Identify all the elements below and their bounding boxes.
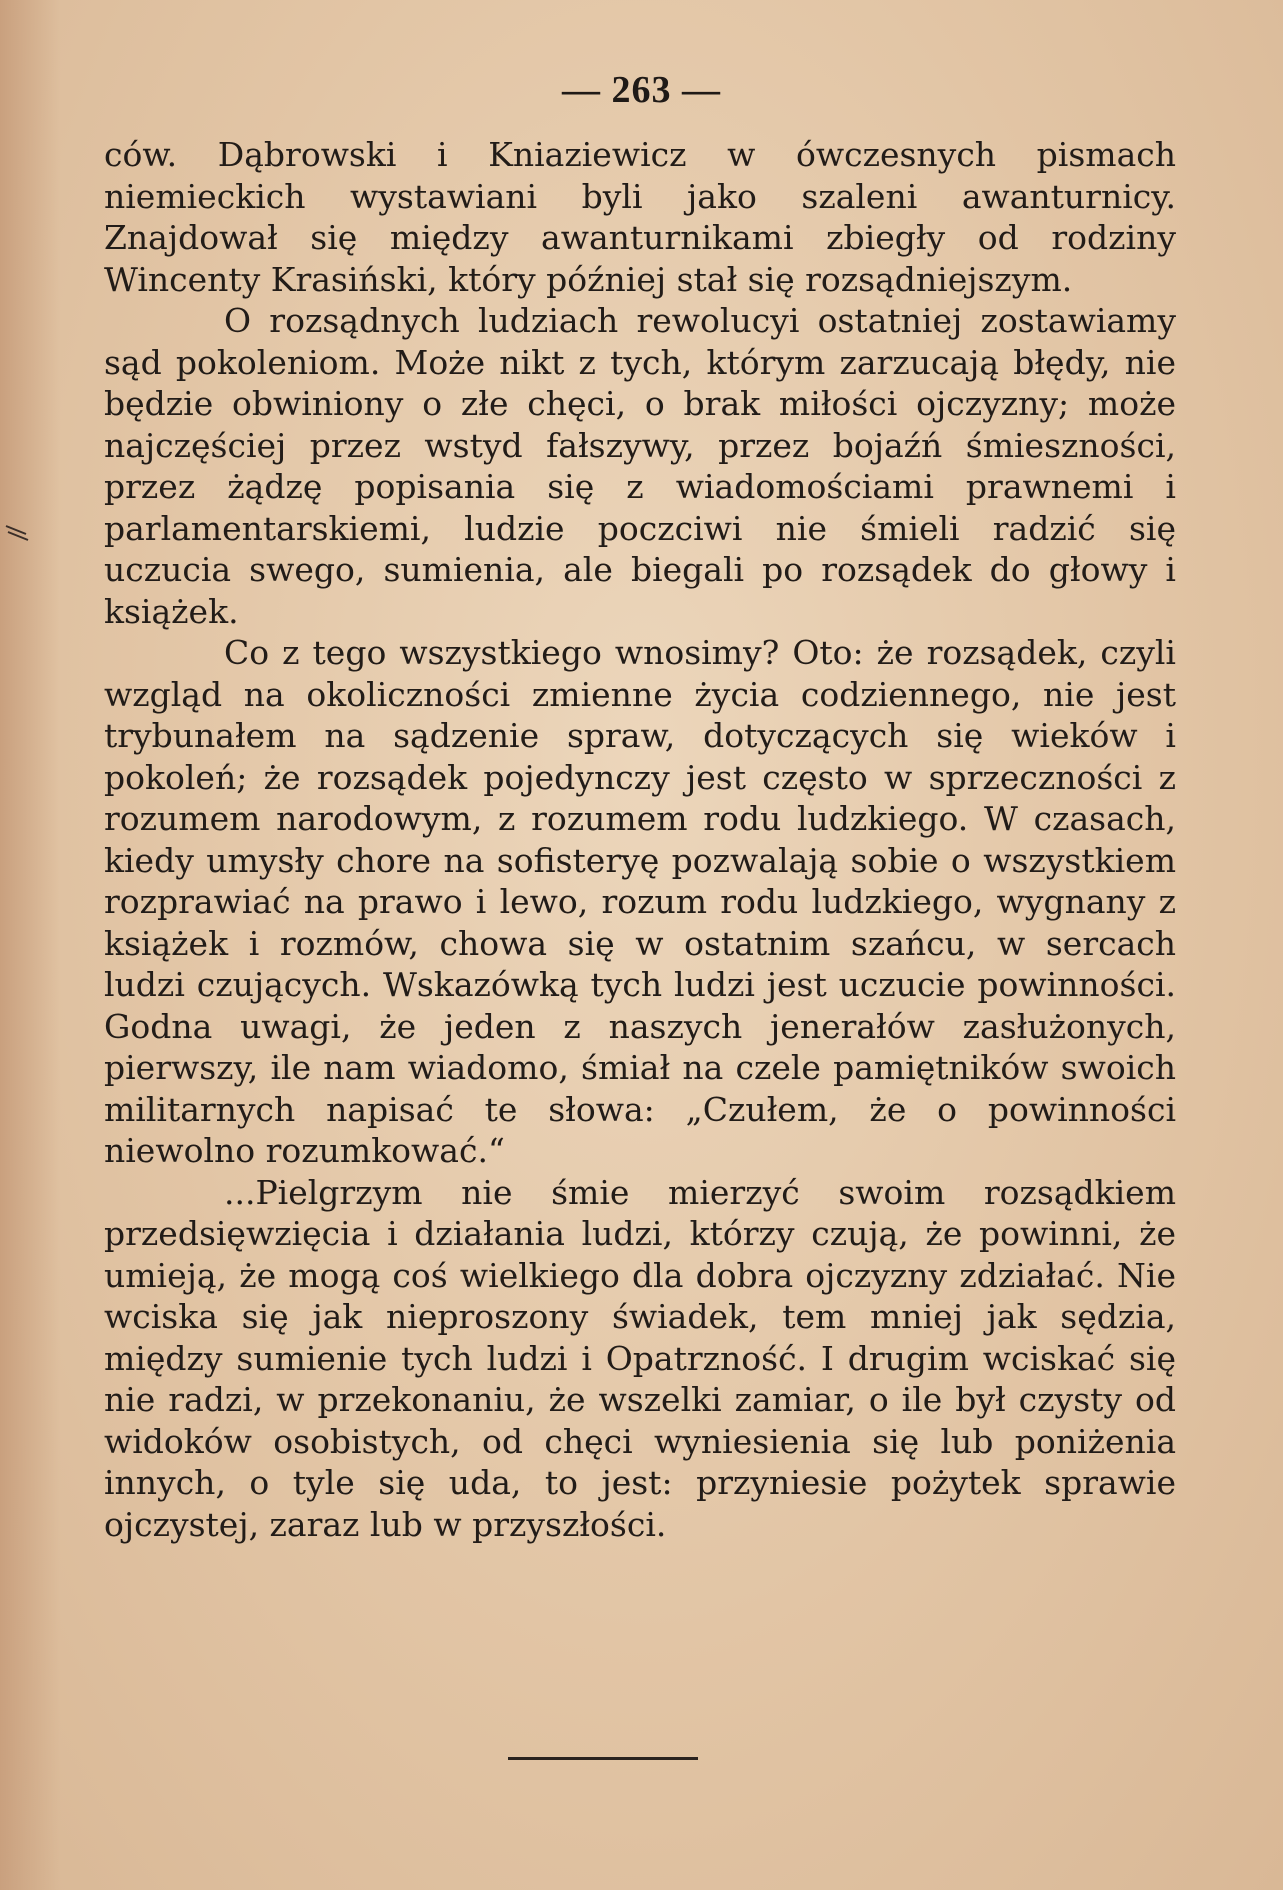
page-text (104, 134, 1176, 1545)
margin-pencil-mark-icon (4, 520, 34, 550)
paragraph: Co z tego wszystkiego wnosimy? Oto: że rozsądek, czyli wzgląd na okoliczności zmienne życia codziennego, nie jest trybunałem na sądzenie spraw, dotyczących się wieków i pokoleń; że rozsądek pojedynczy jest często w sprzeczności z rozumem narodowym, z rozumem rodu ludzkiego. W czasach, kiedy umysły chore na sofisteryę pozwalają sobie o wszystkiem rozprawiać na prawo i lewo, rozum rodu ludzkiego, wygnany z książek i rozmów, chowa się w ostatnim szańcu, w sercach ludzi czujących. Wskazówką tych ludzi jest uczucie powinności. Godna uwagi, że jeden z naszych jenerałów zasłużonych, pierwszy, ile nam wiadomo, śmiał na czele pamiętników swoich militarnych napisać te słowa: „Czułem, że o powinności niewolno rozumkować.“ (104, 633, 1176, 1170)
page-edge-shadow (0, 0, 60, 1890)
paragraph: ców. Dąbrowski i Kniaziewicz w ówczesnych pismach niemieckich wystawiani byli jako szaleni awanturnicy. Znajdował się między awanturnikami zbiegły od rodziny Wincenty Krasiński, który później stał się rozsądniejszym. (104, 135, 1176, 299)
page-number: — 263 — (562, 69, 721, 111)
paragraph: ...Pielgrzym nie śmie mierzyć swoim rozsądkiem przedsięwzięcia i działania ludzi, którzy czują, że powinni, że umieją, że mogą coś wielkiego dla dobra ojczyzny zdziałać. Nie wciska się jak nieproszony świadek, tem mniej jak sędzia, między sumienie tych ludzi i Opatrzność. I drugim wciskać się nie radzi, w przekonaniu, że wszelki zamiar, o ile był czysty od widoków osobistych, od chęci wyniesienia się lub poniżenia innych, o tyle się uda, to jest: przyniesie pożytek sprawie ojczystej, zaraz lub w przyszłości. (104, 1172, 1176, 1544)
paragraph: O rozsądnych ludziach rewolucyi ostatniej zostawiamy sąd pokoleniom. Może nikt z tych, którym zarzucają błędy, nie będzie obwiniony o złe chęci, o brak miłości ojczyzny; może najczęściej przez wstyd fałszywy, przez bojaźń śmieszności, przez żądzę popisania się z wiadomościami prawnemi i parlamentarskiemi, ludzie poczciwi nie śmieli radzić się uczucia swego, sumienia, ale biegali po rozsądek do głowy i książek. (104, 301, 1176, 631)
end-rule (508, 1757, 698, 1760)
